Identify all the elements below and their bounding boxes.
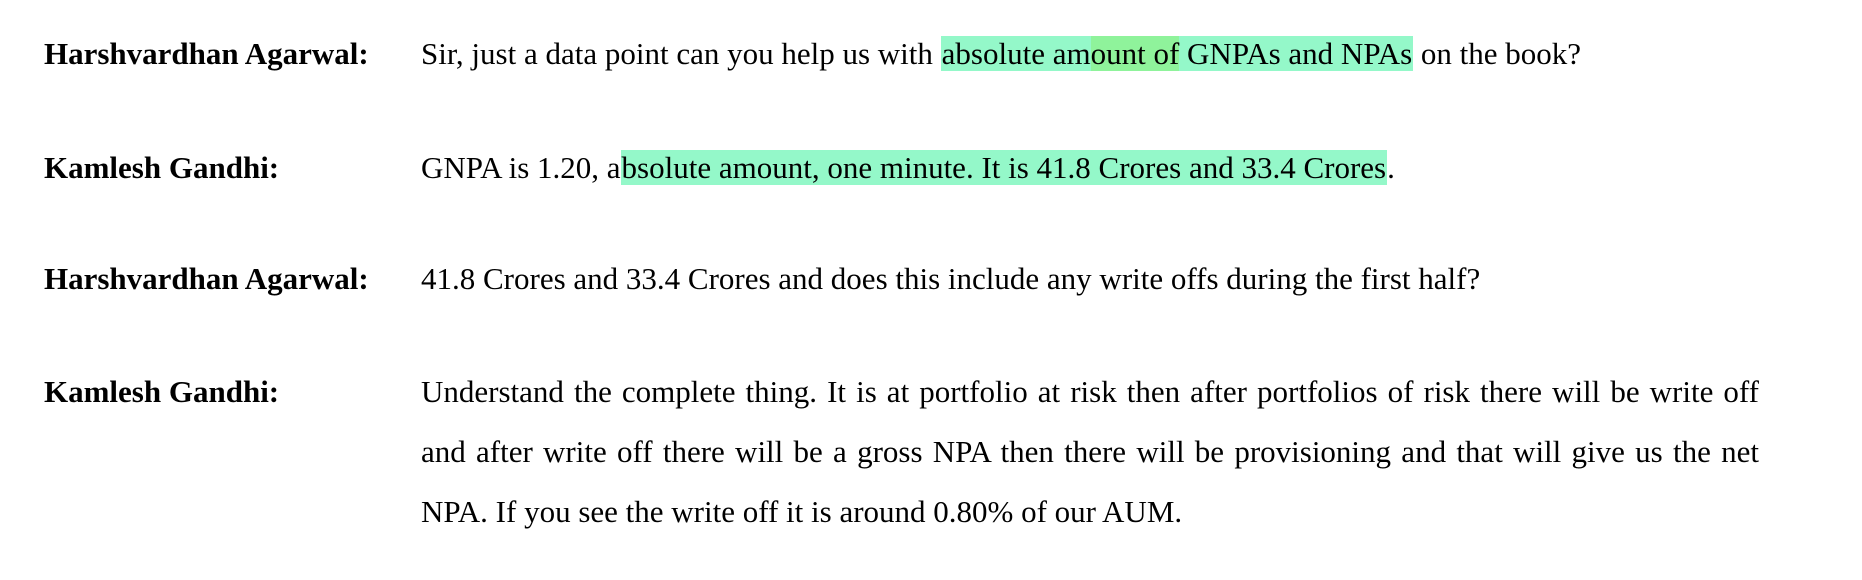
highlight-part: absolute am [941,36,1091,71]
speaker-name: Kamlesh Gandhi: [44,150,280,185]
utterance-text [421,34,1581,74]
highlighted-text [941,36,1414,71]
speaker-name: Harshvardhan Agarwal: [44,261,369,296]
utterance-segment: GNPA is 1.20, a [421,150,621,185]
utterance-text: 41.8 Crores and 33.4 Crores and does this include any write offs during the first half? [421,261,1481,296]
highlight-part: GNPAs and NPAs [1179,36,1413,71]
highlight-part-strong: ount of [1090,36,1180,71]
highlighted-text: bsolute amount, one minute. It is 41.8 Crores and 33.4 Crores [621,150,1387,185]
utterance-text [421,148,1395,188]
utterance-segment: . [1387,150,1395,185]
speaker-name: Kamlesh Gandhi: [44,374,280,409]
utterance-text: Understand the complete thing. It is at portfolio at risk then after portfolios of risk there will be write off and after write off there will be a gross NPA then there will be provisioning and that will give us the net NPA. If you see the write off it is around 0.80% of our AUM. [421,374,1759,529]
utterance-segment: Sir, just a data point can you help us with [421,36,941,71]
speaker-name: Harshvardhan Agarwal: [44,36,369,71]
utterance-segment: on the book? [1413,36,1582,71]
